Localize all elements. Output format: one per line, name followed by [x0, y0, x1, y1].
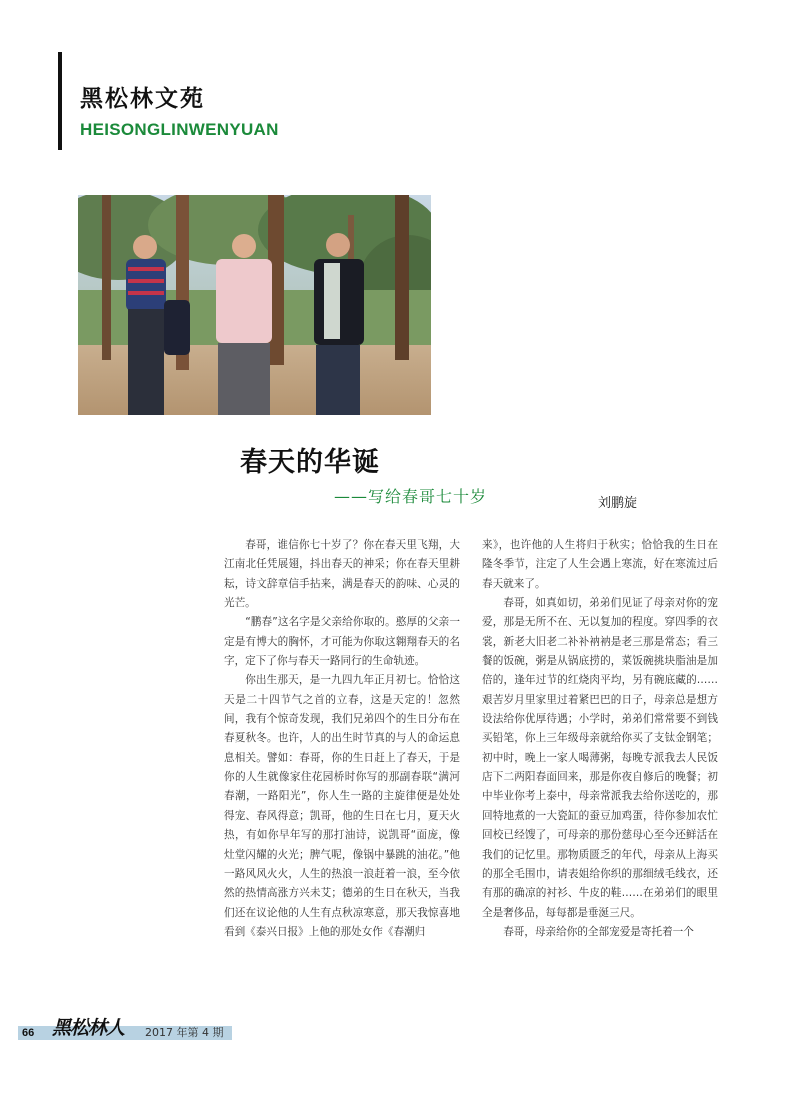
magazine-logo: 黑松林人	[52, 1017, 125, 1039]
article-subtitle: ——写给春哥七十岁	[334, 487, 488, 506]
paragraph: 春哥，如真如切，弟弟们见证了母亲对你的宠爱，那是无所不在、无以复加的程度。穿四季的衣裳，新老大旧老二补补衲衲是老三那是常态；看三餐的饭碗，粥是从锅底捞的，菜饭碗挑块脂油是加倍的，逢年过节的红烧肉平均，另有碗底藏的……艰苦岁月里家里过着紧巴巴的日子，母亲总是想方设法给你优厚待遇；小学时，弟弟们常常要不到钱买铅笔，你上三年级母亲就给你买了支钛金钢笔；初中时，晚上一家人喝薄粥，每晚专派我去人民饭店下二两阳春面回来，那是你夜自修后的晚餐；初中毕业你考上泰中，母亲常派我去给你送吃的，那回特地煮的一大瓷缸的蚕豆加鸡蛋，待你参加农忙回校已经馊了，可母亲的那份慈母心至今还鲜活在我们的记忆里。那物质匮乏的年代，母亲从上海买的那全毛围巾，请表姐给你织的那细绒毛线衣，还有那的确凉的衬衫、牛皮的鞋……在弟弟们的眼里全是奢侈品，每每都是垂涎三尺。	[482, 597, 718, 919]
photo-three-men-in-forest	[78, 195, 431, 415]
paragraph: 你出生那天，是一九四九年正月初七。恰恰这天是二十四节气之首的立春，这是天定的！忽然间，我有个惊奇发现，我们兄弟四个的生日分布在春夏秋冬。也许，人的出生时节真的与人的命运息息相关。譬如：春哥，你的生日赶上了春天，于是你的人生就像家住花园桥时你写的那副春联“满河春潮，一路阳光”，你人生一路的主旋律便是处处得宠、春风得意；凯哥，他的生日在七月，夏天火热，有如你早年写的那打油诗，说凯哥“面庞，像灶堂闪耀的火光；脾气呢，像锅中暴跳的油花。”他一路风风火火，人生的热浪一浪赶着一浪，至今依然的热情高涨方兴未艾；德弟的生日在秋天，当我们还在议论他的人生有点秋凉寒意，那天我惊喜地看到《泰兴日报》上他的那处女作《春潮归	[224, 674, 460, 938]
article-photo	[78, 195, 431, 415]
header-accent-bar	[58, 52, 62, 150]
article-column-left	[224, 536, 460, 942]
article-column-right	[482, 536, 718, 942]
issue-label: 2017 年第 4 期	[145, 1026, 224, 1039]
section-subtitle: HEISONGLINWENYUAN	[80, 120, 279, 139]
paragraph: 来》，也许他的人生将归于秋实；恰恰我的生日在隆冬季节，注定了人生会遇上寒流，好在寒流过后春天就来了。	[482, 539, 718, 590]
article-title: 春天的华诞	[240, 447, 380, 478]
paragraph: “鹏春”这名字是父亲给你取的。憨厚的父亲一定是有博大的胸怀，才可能为你取这翱翔春天的名字，定下了你与春天一路同行的生命轨迹。	[224, 616, 460, 668]
paragraph: 春哥，谁信你七十岁了？你在春天里飞翔，大江南北任凭展翅，抖出春天的神采；你在春天里耕耘，诗文辞章信手拈来，满是春天的韵味、心灵的光芒。	[224, 539, 460, 610]
paragraph: 春哥，母亲给你的全部宠爱是寄托着一个	[503, 925, 694, 938]
page-number: 66	[22, 1027, 35, 1039]
section-title: 黑松林文苑	[80, 86, 205, 112]
author-name: 刘鹏旋	[598, 496, 638, 511]
